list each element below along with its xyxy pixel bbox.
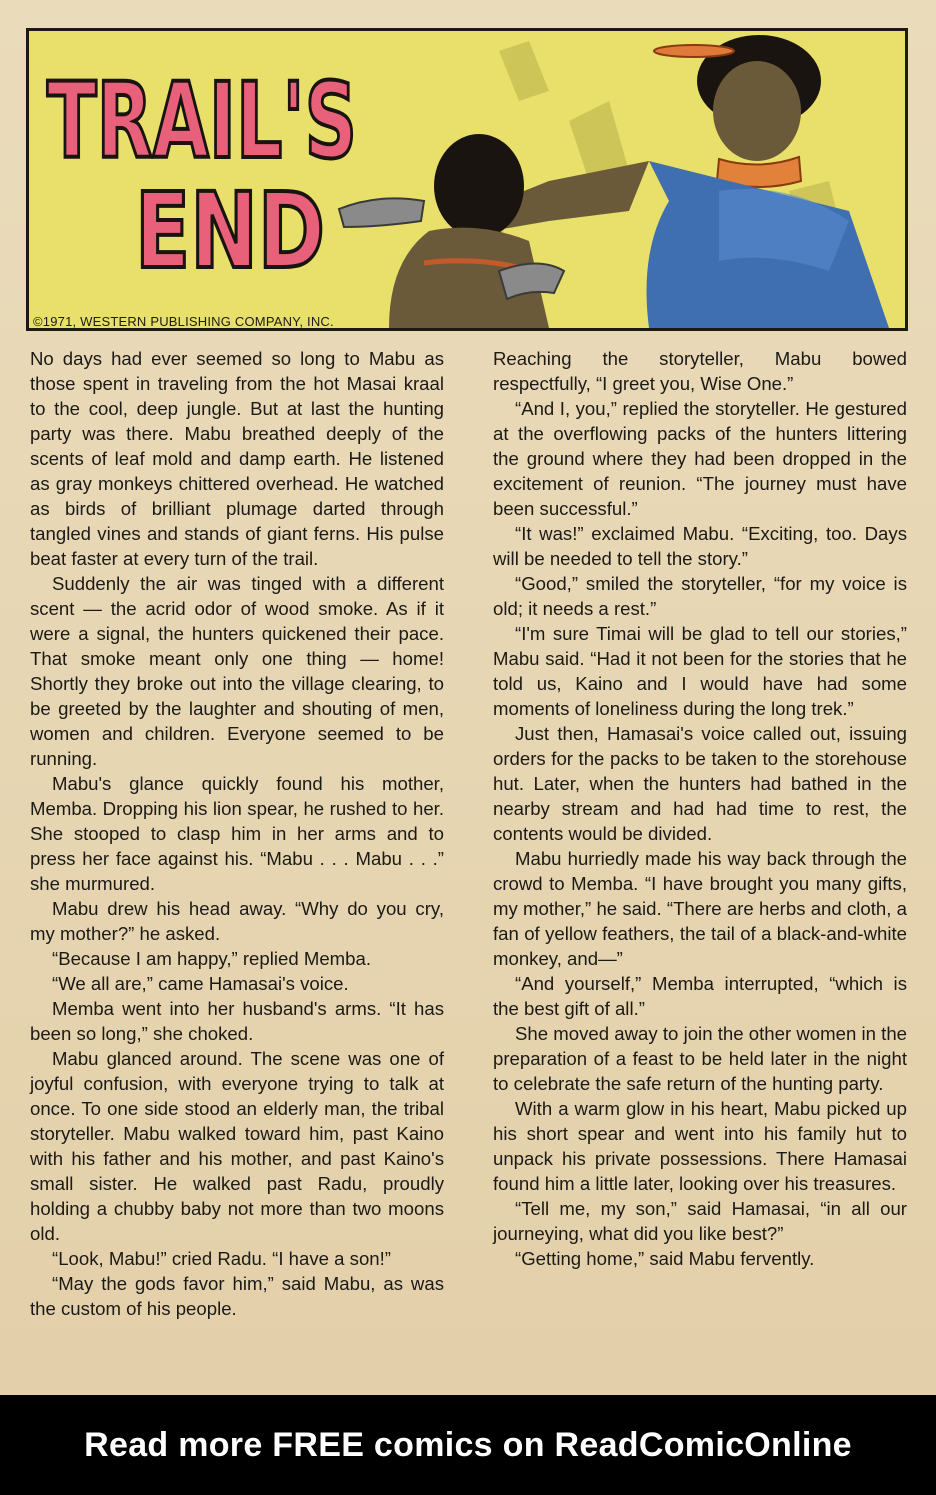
story-paragraph: “And yourself,” Memba interrupted, “which is the best gift of all.” — [493, 973, 907, 1019]
title-line-2: END — [135, 170, 325, 292]
title-line-1: TRAIL'S — [47, 60, 357, 182]
story-paragraph: “Tell me, my son,” said Hamasai, “in all our journeying, what did you like best?” — [493, 1198, 907, 1244]
story-paragraph: “May the gods favor him,” said Mabu, as was the custom of his people. — [30, 1273, 444, 1319]
story-paragraph: “We all are,” came Hamasai's voice. — [52, 973, 349, 994]
story-paragraph: She moved away to join the other women in the preparation of a feast to be held later in the night to celebrate the safe return of the hunting party. — [493, 1023, 907, 1094]
story-paragraph: Memba went into her husband's arms. “It has been so long,” she choked. — [30, 998, 444, 1044]
story-paragraph: No days had ever seemed so long to Mabu as those spent in traveling from the hot Masai kraal to the cool, deep jungle. But at last the hunting party was there. Mabu breathed deeply of the scents of leaf mold and damp earth. He listened as gray monkeys chittered overhead. He watched as birds of brilliant plumage darted through tangled vines and stands of giant ferns. His pulse beat faster at every turn of the trail. — [30, 348, 444, 569]
story-paragraph: “And I, you,” replied the storyteller. He gestured at the overflowing packs of the hunters littering the ground where they had been dropped in the excitement of reunion. “The journey must have been successful.” — [493, 398, 907, 519]
title-panel — [26, 28, 908, 331]
left-text-column — [30, 346, 444, 1321]
story-paragraph: “It was!” exclaimed Mabu. “Exciting, too. Days will be needed to tell the story.” — [493, 523, 907, 569]
story-paragraph: Mabu glanced around. The scene was one of joyful confusion, with everyone trying to talk at once. To one side stood an elderly man, the tribal storyteller. Mabu walked toward him, past Kaino with his father and his mother, and past Kaino's small sister. He walked past Radu, proudly holding a chubby baby not more than two moons old. — [30, 1048, 444, 1244]
child-figure — [339, 134, 564, 328]
story-paragraph: With a warm glow in his heart, Mabu picked up his short spear and went into his family hut to unpack his private possessions. There Hamasai found him a little later, looking over his treasures. — [493, 1098, 907, 1194]
footer-text: Read more FREE comics on ReadComicOnline — [84, 1425, 852, 1464]
story-paragraph: Mabu hurriedly made his way back through the crowd to Memba. “I have brought you many gifts, my mother,” he said. “There are herbs and cloth, a fan of yellow feathers, the tail of a black-and-white monkey, and—” — [493, 848, 907, 969]
story-paragraph: “Because I am happy,” replied Memba. — [52, 948, 371, 969]
story-paragraph: Just then, Hamasai's voice called out, issuing orders for the packs to be taken to the storehouse hut. Later, when the hunters had bathed in the nearby stream and had had time to rest, the contents would be divided. — [493, 723, 907, 844]
story-paragraph: Suddenly the air was tinged with a different scent — the acrid odor of wood smoke. As if it were a signal, the hunters quickened their pace. That smoke meant only one thing — home! Shortly they broke out into the village clearing, to be greeted by the laughter and shouting of men, women and children. Everyone seemed to be running. — [30, 573, 444, 769]
footer-banner — [0, 1395, 936, 1495]
copyright-notice: ©1971, WESTERN PUBLISHING COMPANY, INC. — [33, 314, 338, 329]
story-paragraph: “Good,” smiled the storyteller, “for my voice is old; it needs a rest.” — [493, 573, 907, 619]
story-paragraph: Reaching the storyteller, Mabu bowed respectfully, “I greet you, Wise One.” — [493, 348, 907, 394]
story-paragraph: “Getting home,” said Mabu fervently. — [515, 1248, 815, 1269]
story-paragraph: “I'm sure Timai will be glad to tell our stories,” Mabu said. “Had it not been for the stories that he told us, Kaino and I would have had some moments of loneliness during the long trek.” — [493, 623, 907, 719]
right-text-column — [493, 346, 907, 1271]
story-paragraph: Mabu's glance quickly found his mother, Memba. Dropping his lion spear, he rushed to her. She stooped to clasp him in her arms and to press her face against his. “Mabu . . . Mabu . . .” she murmured. — [30, 773, 444, 894]
story-paragraph: Mabu drew his head away. “Why do you cry, my mother?” he asked. — [30, 898, 444, 944]
title-illustration — [29, 31, 905, 328]
story-paragraph: “Look, Mabu!” cried Radu. “I have a son!” — [52, 1248, 391, 1269]
